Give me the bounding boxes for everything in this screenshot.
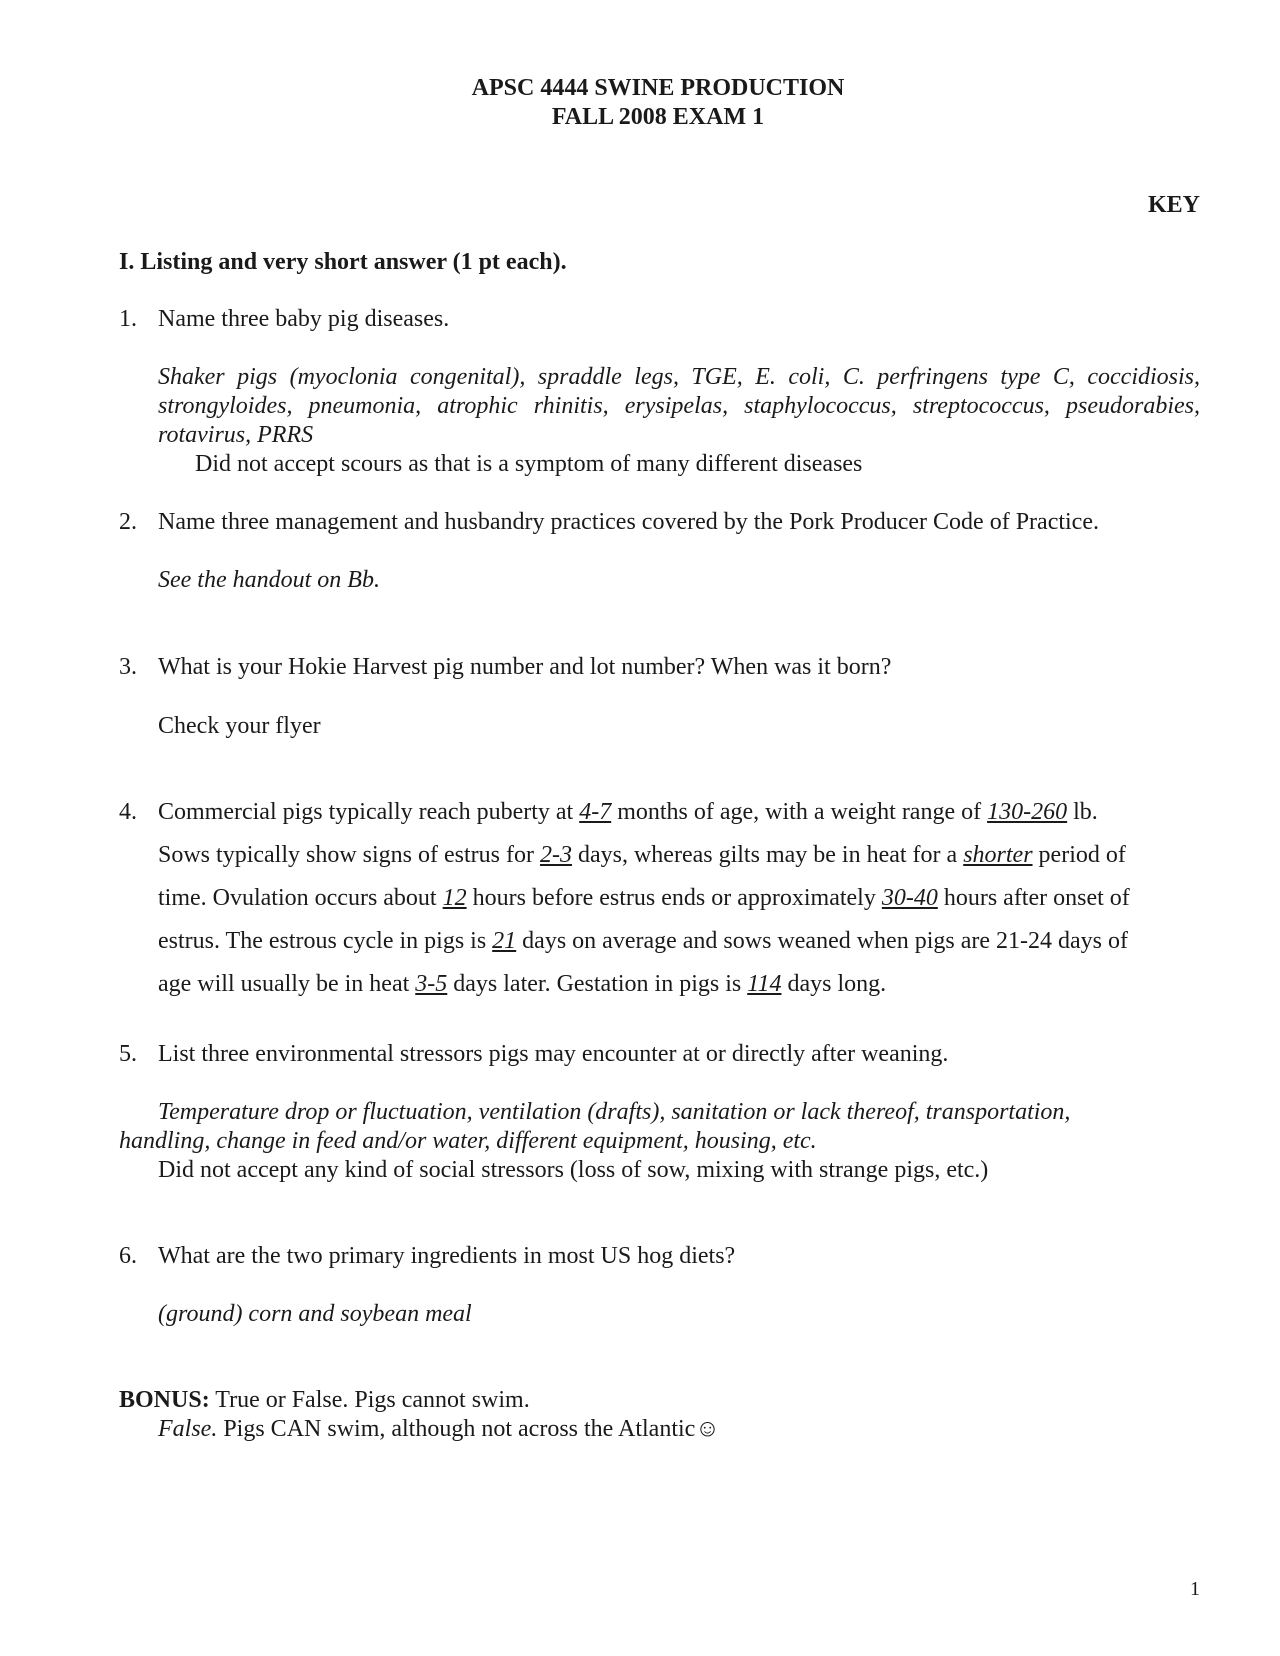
course-title: APSC 4444 SWINE PRODUCTION (471, 75, 845, 101)
q4-line-5 (158, 970, 886, 999)
q5-question: List three environmental stressors pigs may encounter at or directly after weaning. (158, 1041, 949, 1067)
q4-text: period of (1032, 842, 1126, 868)
page-number: 1 (1190, 1578, 1200, 1600)
q3-question: What is your Hokie Harvest pig number and lot number? When was it born? (158, 654, 892, 680)
q3-answer: Check your flyer (158, 713, 321, 739)
bonus-question: True or False. Pigs cannot swim. (209, 1387, 530, 1413)
q1-answer: Shaker pigs (myoclonia congenital), spraddle legs, TGE, E. coli, C. perfringens type C, coccidiosis, strongyloides, pneumonia, atrophic rhinitis, erysipelas, staphylococcus, streptococcus, pseudorabies, rotavirus, PRRS (158, 364, 1200, 448)
bonus-answer-word: False. (158, 1416, 218, 1442)
bonus-label: BONUS: (119, 1387, 210, 1413)
q6-answer: (ground) corn and soybean meal (158, 1301, 472, 1327)
q4-line-4 (158, 927, 1128, 956)
q5-answer-line-1: Temperature drop or fluctuation, ventilation (drafts), sanitation or lack thereof, transportation, (158, 1099, 1071, 1125)
q4-blank-cycle-days: 21 (492, 928, 517, 954)
q4-blank-onset-hours: 30-40 (881, 885, 938, 911)
q5-answer-line-2: handling, change in feed and/or water, different equipment, housing, etc. (119, 1128, 817, 1154)
q2-answer: See the handout on Bb. (158, 567, 380, 593)
q4-line-1 (158, 798, 1098, 827)
q4-text: days later. Gestation in pigs is (447, 971, 748, 997)
q4-text: time. Ovulation occurs about (158, 885, 443, 911)
q4-text: Commercial pigs typically reach puberty at (158, 799, 580, 825)
q4-text: days, whereas gilts may be in heat for a (571, 842, 964, 868)
q4-text: days on average and sows weaned when pigs are 21-24 days of (516, 928, 1128, 954)
q1-question: Name three baby pig diseases. (158, 306, 450, 332)
bonus-answer-line (158, 1415, 720, 1444)
q1-number: 1. (119, 306, 137, 332)
q2-number: 2. (119, 509, 137, 535)
exam-title: FALL 2008 EXAM 1 (551, 104, 765, 130)
q4-text: months of age, with a weight range of (611, 799, 988, 825)
q4-number: 4. (119, 799, 137, 825)
key-label: KEY (1147, 192, 1200, 218)
q4-text: Sows typically show signs of estrus for (158, 842, 540, 868)
q4-line-3 (158, 884, 1130, 913)
q4-line-2 (158, 841, 1126, 870)
q4-text: days long. (781, 971, 887, 997)
q4-text: lb. (1067, 799, 1098, 825)
bonus-answer-rest: Pigs CAN swim, although not across the Atlantic☺ (217, 1416, 720, 1442)
q4-blank-heat-days: 3-5 (415, 971, 448, 997)
q5-number: 5. (119, 1041, 137, 1067)
q1-note: Did not accept scours as that is a symptom of many different diseases (195, 451, 863, 477)
q4-text: hours before estrus ends or approximately (466, 885, 882, 911)
q4-blank-weight: 130-260 (987, 799, 1068, 825)
q4-blank-ovulation-hours: 12 (442, 885, 467, 911)
q2-question: Name three management and husbandry practices covered by the Pork Producer Code of Practice. (158, 509, 1099, 535)
q4-text: estrus. The estrous cycle in pigs is (158, 928, 493, 954)
bonus-question-line (119, 1386, 530, 1415)
q4-blank-gestation: 114 (747, 971, 782, 997)
q5-note: Did not accept any kind of social stressors (loss of sow, mixing with strange pigs, etc.) (158, 1157, 989, 1183)
q4-blank-shorter: shorter (963, 842, 1033, 868)
section-heading: I. Listing and very short answer (1 pt each). (119, 249, 567, 275)
q6-number: 6. (119, 1243, 137, 1269)
q4-blank-puberty-age: 4-7 (579, 799, 612, 825)
q3-number: 3. (119, 654, 137, 680)
q6-question: What are the two primary ingredients in most US hog diets? (158, 1243, 736, 1269)
q4-text: age will usually be in heat (158, 971, 416, 997)
q4-text: hours after onset of (937, 885, 1130, 911)
q4-blank-estrus-days: 2-3 (539, 842, 572, 868)
